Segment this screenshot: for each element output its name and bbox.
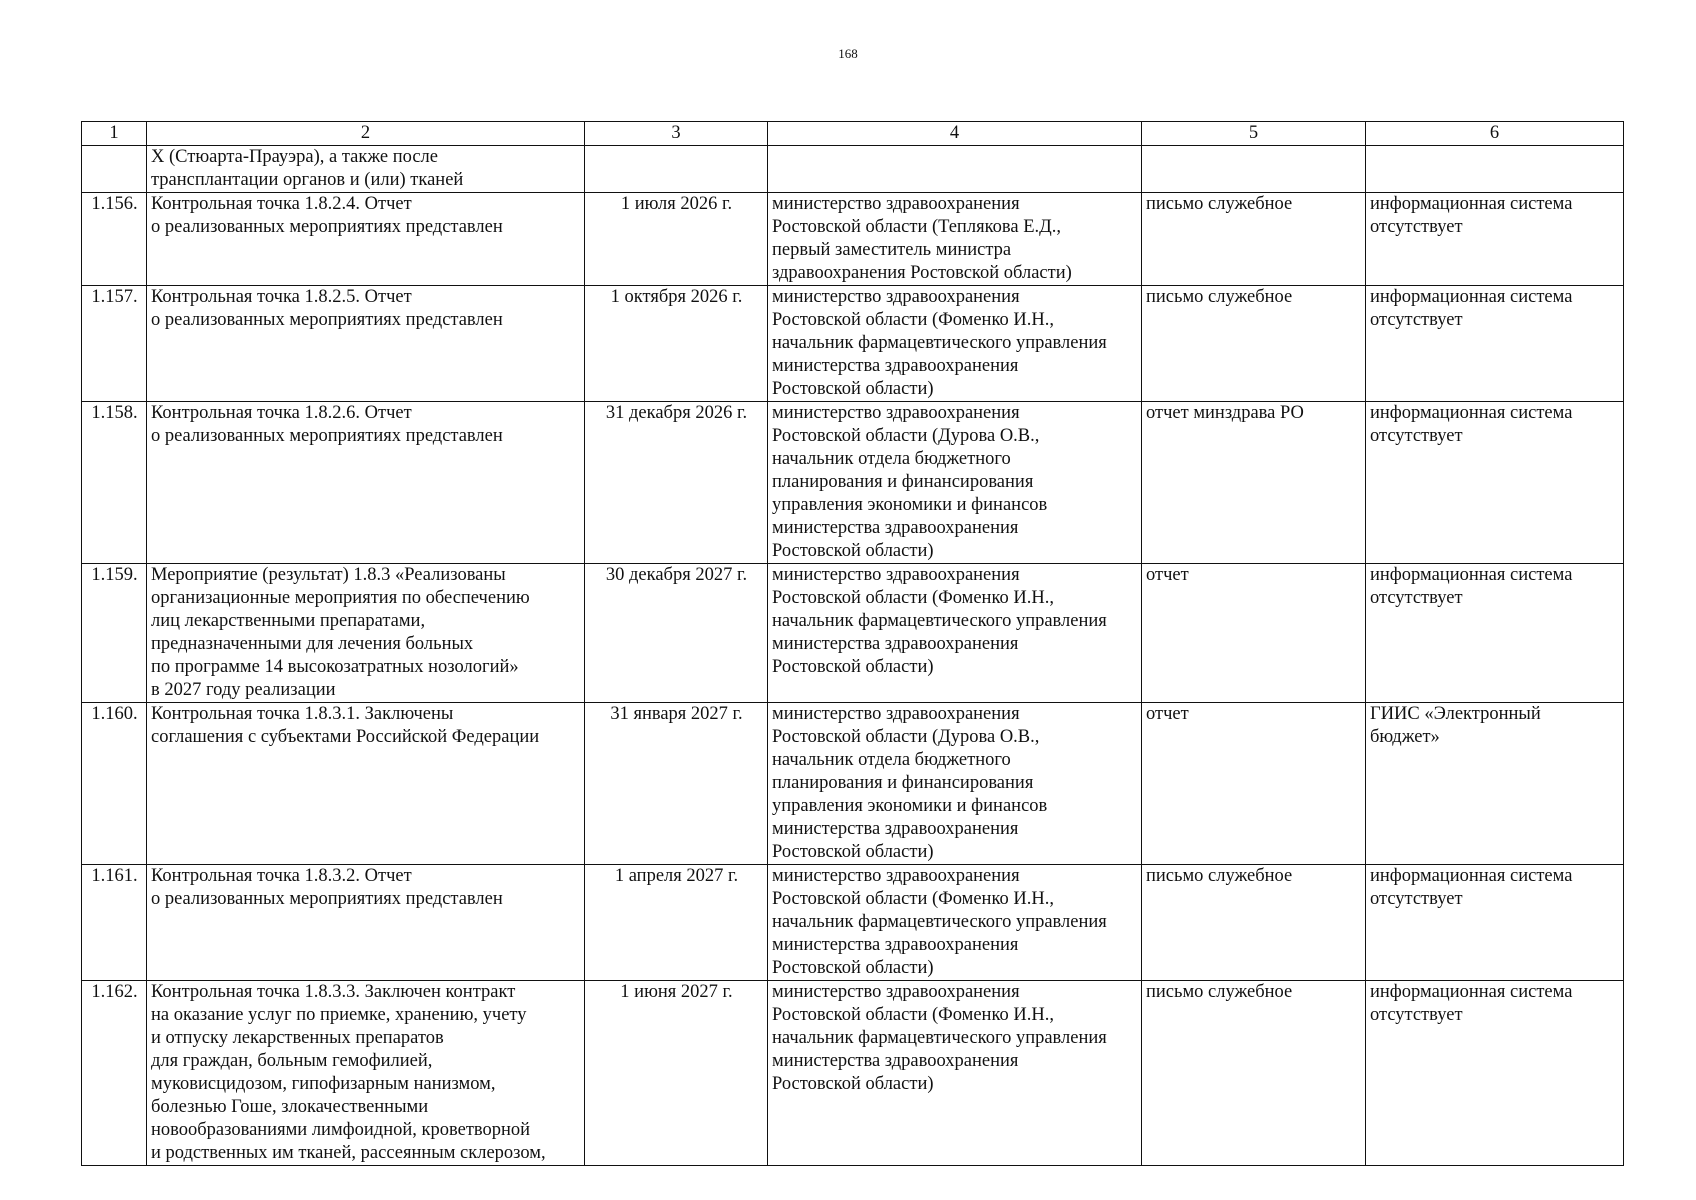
row-date: 1 июля 2026 г.	[585, 193, 768, 286]
row-number: 1.159.	[82, 564, 147, 703]
row-document: письмо служебное	[1142, 286, 1366, 402]
row-date	[585, 146, 768, 193]
row-number: 1.157.	[82, 286, 147, 402]
table-row	[82, 286, 1624, 402]
row-number: 1.158.	[82, 402, 147, 564]
row-date: 1 октября 2026 г.	[585, 286, 768, 402]
table-row	[82, 193, 1624, 286]
row-number	[82, 146, 147, 193]
row-date: 1 июня 2027 г.	[585, 981, 768, 1166]
column-header-1: 1	[82, 122, 147, 146]
table-row	[82, 146, 1624, 193]
row-name: Контрольная точка 1.8.3.1. Заключены соглашения с субъектами Российской Федерации	[147, 703, 585, 865]
row-system: информационная система отсутствует	[1366, 564, 1624, 703]
row-document	[1142, 146, 1366, 193]
row-date: 31 декабря 2026 г.	[585, 402, 768, 564]
row-date: 1 апреля 2027 г.	[585, 865, 768, 981]
row-system: информационная система отсутствует	[1366, 286, 1624, 402]
row-name: X (Стюарта-Прауэра), а также после трансплантации органов и (или) тканей	[147, 146, 585, 193]
table-row	[82, 865, 1624, 981]
row-name: Контрольная точка 1.8.2.6. Отчет о реализованных мероприятиях представлен	[147, 402, 585, 564]
row-document: отчет	[1142, 564, 1366, 703]
table-row	[82, 981, 1624, 1166]
row-name: Контрольная точка 1.8.2.5. Отчет о реализованных мероприятиях представлен	[147, 286, 585, 402]
row-responsible: министерство здравоохранения Ростовской области (Фоменко И.Н., начальник фармацевтического управления министерства здравоохранения Ростовской области)	[768, 564, 1142, 703]
row-system: ГИИС «Электронный бюджет»	[1366, 703, 1624, 865]
row-number: 1.162.	[82, 981, 147, 1166]
table-row	[82, 402, 1624, 564]
row-document: отчет минздрава РО	[1142, 402, 1366, 564]
row-system: информационная система отсутствует	[1366, 402, 1624, 564]
row-responsible: министерство здравоохранения Ростовской области (Фоменко И.Н., начальник фармацевтического управления министерства здравоохранения Ростовской области)	[768, 865, 1142, 981]
column-header-2: 2	[147, 122, 585, 146]
page-number: 168	[838, 46, 858, 61]
table-row	[82, 703, 1624, 865]
row-number: 1.160.	[82, 703, 147, 865]
row-name: Контрольная точка 1.8.3.2. Отчет о реализованных мероприятиях представлен	[147, 865, 585, 981]
column-header-6: 6	[1366, 122, 1624, 146]
row-name: Контрольная точка 1.8.3.3. Заключен контракт на оказание услуг по приемке, хранению, учету и отпуску лекарственных препаратов для граждан, больным гемофилией, муковисцидозом, гипофизарным нанизмом, болезнью Гоше, злокачественными новообразованиями лимфоидной, кроветворной и родственных им тканей, рассеянным склерозом,	[147, 981, 585, 1166]
row-system: информационная система отсутствует	[1366, 193, 1624, 286]
row-responsible: министерство здравоохранения Ростовской области (Фоменко И.Н., начальник фармацевтического управления министерства здравоохранения Ростовской области)	[768, 286, 1142, 402]
plan-table	[81, 121, 1624, 1166]
row-responsible: министерство здравоохранения Ростовской области (Дурова О.В., начальник отдела бюджетного планирования и финансирования управления экономики и финансов министерства здравоохранения Ростовской области)	[768, 402, 1142, 564]
row-document: письмо служебное	[1142, 193, 1366, 286]
row-responsible: министерство здравоохранения Ростовской области (Теплякова Е.Д., первый заместитель министра здравоохранения Ростовской области)	[768, 193, 1142, 286]
row-system: информационная система отсутствует	[1366, 865, 1624, 981]
row-responsible: министерство здравоохранения Ростовской области (Фоменко И.Н., начальник фармацевтического управления министерства здравоохранения Ростовской области)	[768, 981, 1142, 1166]
row-name: Мероприятие (результат) 1.8.3 «Реализованы организационные мероприятия по обеспечению лиц лекарственными препаратами, предназначенными для лечения больных по программе 14 высокозатратных нозологий» в 2027 году реализации	[147, 564, 585, 703]
row-document: отчет	[1142, 703, 1366, 865]
column-header-5: 5	[1142, 122, 1366, 146]
row-system	[1366, 146, 1624, 193]
column-header-4: 4	[768, 122, 1142, 146]
row-number: 1.156.	[82, 193, 147, 286]
row-document: письмо служебное	[1142, 981, 1366, 1166]
table-row	[82, 564, 1624, 703]
row-document: письмо служебное	[1142, 865, 1366, 981]
header-row	[82, 122, 1624, 146]
column-header-3: 3	[585, 122, 768, 146]
row-date: 30 декабря 2027 г.	[585, 564, 768, 703]
row-responsible	[768, 146, 1142, 193]
row-name: Контрольная точка 1.8.2.4. Отчет о реализованных мероприятиях представлен	[147, 193, 585, 286]
row-date: 31 января 2027 г.	[585, 703, 768, 865]
row-responsible: министерство здравоохранения Ростовской области (Дурова О.В., начальник отдела бюджетного планирования и финансирования управления экономики и финансов министерства здравоохранения Ростовской области)	[768, 703, 1142, 865]
row-system: информационная система отсутствует	[1366, 981, 1624, 1166]
row-number: 1.161.	[82, 865, 147, 981]
